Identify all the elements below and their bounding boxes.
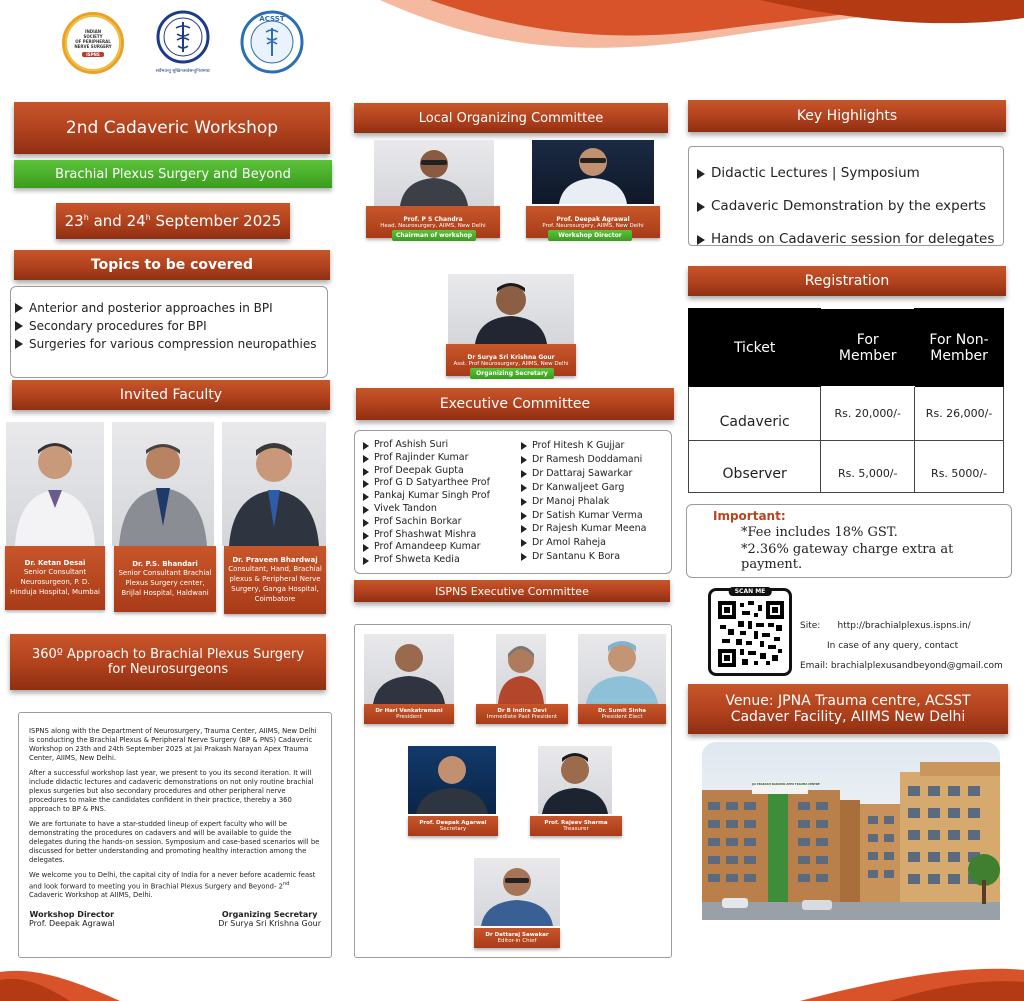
about-paragraph: We are fortunate to have a star-studded lineup of expert faculty who will be demonstrating the procedures on cadavers and will be available to guide the delegates during the hands-on session. Symposium and case-based scenarios will be discussed for better understanding and promoting healthy interaction among the delegates. [29, 820, 320, 864]
member-caption [530, 816, 622, 836]
list-item [363, 516, 521, 529]
executive-committee-banner [356, 388, 674, 420]
important-label: Important: [713, 509, 786, 523]
arrow-bullet-icon [363, 544, 369, 552]
table-header-cell: For Non-Member [915, 309, 1004, 387]
topics-box [10, 286, 328, 378]
table-header-row [689, 309, 1004, 387]
arrow-bullet-icon [697, 169, 705, 179]
aiims-logo [152, 10, 214, 72]
list-item [363, 490, 521, 503]
table-cell: Rs. 5000/- [915, 441, 1004, 493]
member-role: Head, Neurosurgery, AIIMS, New Delhi [380, 222, 486, 229]
member-name: Dr B Indira Devi [497, 708, 547, 714]
committee-member-name: Dr Santanu K Bora [532, 551, 621, 563]
caduceus-icon [152, 10, 214, 64]
invited-faculty-heading: Invited Faculty [119, 387, 223, 403]
list-item [521, 509, 671, 523]
list-item [363, 554, 521, 567]
list-item [363, 503, 521, 516]
ispns-logo-line: INDIAN [84, 29, 102, 34]
member-tag: Organizing Secretary [470, 368, 554, 379]
registration-banner [688, 266, 1006, 296]
site-row [800, 616, 1020, 636]
bottom-swoosh-decoration [0, 960, 1024, 1001]
member-name: Prof. Deepak Agrawal [556, 215, 630, 223]
member-caption [364, 704, 454, 724]
faculty-name: Dr. Ketan Desai [24, 559, 86, 567]
about-paragraph: After a successful workshop last year, we present to you its second iteration. It will include didactic lectures and cadaveric demonstrations on not only routine brachial plexus surgeries but also secondary procedures and other peripheral nerve procedures to make the candidates confident in their practice, thereby a 360 approach to BP & PNS. [29, 769, 314, 813]
faculty-photo [222, 422, 326, 546]
member-caption [408, 816, 498, 836]
member-role: Prof. Neurosurgery, AIIMS, New Delhi [542, 222, 644, 229]
list-item [15, 335, 327, 353]
member-photo [496, 634, 546, 704]
faculty-name: Dr. Praveen Bhardwaj [232, 556, 318, 564]
person-silhouette-icon [410, 746, 494, 814]
committee-member-name: Prof Shweta Kedia [374, 554, 460, 566]
faculty-name: Dr. P.S. Bhandari [132, 560, 198, 568]
committee-member-name: Prof Amandeep Kumar [374, 541, 481, 553]
list-item [697, 157, 1003, 190]
faculty-role: Senior Consultant Brachial Plexus Surgery center, Brijlal Hospital, Haldwani [118, 569, 212, 597]
committee-member-name: Prof Rajinder Kumar [374, 451, 469, 463]
member-role: Asst. Prof Neurosurgery, AIIMS, New Delhi [453, 360, 569, 367]
person-silhouette-icon [496, 634, 546, 704]
person-silhouette-icon [475, 858, 559, 926]
important-note: *Fee includes 18% GST. [741, 525, 898, 540]
member-name: Dr Surya Sri Krishna Gour [467, 353, 555, 361]
member-photo [538, 746, 612, 814]
signature-block [29, 910, 115, 928]
arrow-bullet-icon [15, 303, 23, 313]
site-link[interactable]: http://brachialplexus.ispns.in/ [837, 621, 971, 631]
arrow-bullet-icon [521, 525, 527, 533]
faculty-caption [224, 546, 326, 614]
table-row [689, 441, 1004, 493]
workshop-subtitle: Brachial Plexus Surgery and Beyond [55, 166, 291, 182]
arrow-bullet-icon [363, 442, 369, 450]
committee-member-name: Dr Satish Kumar Verma [532, 509, 643, 521]
topic-text: Anterior and posterior approaches in BPI [29, 301, 273, 315]
date-banner [56, 203, 290, 239]
person-silhouette-icon [580, 634, 664, 704]
arrow-bullet-icon [521, 553, 527, 561]
date-rest: September 2025 [150, 212, 282, 230]
member-role: President [396, 714, 422, 720]
signature-row [29, 910, 321, 928]
approach-heading-line-2: for Neurosurgeons [107, 662, 229, 677]
building-illustration [702, 742, 1000, 920]
key-highlights-heading: Key Highlights [796, 108, 898, 124]
member-name: Prof. Rajeev Sharma [544, 820, 608, 826]
table-cell: Rs. 20,000/- [821, 387, 915, 441]
member-photo [374, 140, 494, 206]
person-silhouette-icon [553, 140, 633, 204]
committee-member-name: Vivek Tandon [374, 502, 437, 514]
committee-member-name: Dr Dattaraj Sawarkar [532, 467, 633, 479]
topic-text: Secondary procedures for BPI [29, 319, 207, 333]
member-name: Dr. Sumit Sinha [598, 708, 646, 714]
arrow-bullet-icon [521, 442, 527, 450]
person-silhouette-icon [225, 428, 323, 546]
table-cell: Rs. 5,000/- [821, 441, 915, 493]
committee-member-name: Prof Ashish Suri [374, 439, 449, 450]
venue-line-2: Cadaver Facility, AIIMS New Delhi [730, 709, 966, 725]
committee-member-name: Prof Hitesh K Gujjar [532, 440, 625, 451]
list-item [521, 522, 671, 536]
signature-block [218, 910, 321, 928]
ispns-committee-heading: ISPNS Executive Committee [435, 584, 589, 598]
topics-heading-banner [14, 250, 330, 280]
registration-table [688, 308, 1004, 493]
table-cell: Cadaveric [689, 387, 821, 441]
member-role: Treasurer [563, 826, 589, 832]
list-item [521, 467, 671, 481]
table-cell: Observer [689, 441, 821, 493]
table-row [689, 387, 1004, 441]
list-item [363, 477, 521, 490]
list-item [363, 465, 521, 478]
arrow-bullet-icon [363, 532, 369, 540]
person-silhouette-icon [469, 274, 553, 344]
list-item [15, 317, 327, 335]
arrow-bullet-icon [697, 235, 705, 245]
venue-line-1: Venue: JPNA Trauma centre, ACSST [725, 693, 971, 709]
member-role: Immediate Past President [486, 714, 558, 720]
important-notes-box [686, 504, 1012, 578]
arrow-bullet-icon [363, 519, 369, 527]
member-photo [532, 140, 654, 204]
list-item [697, 223, 1003, 256]
list-item [521, 481, 671, 495]
list-item [697, 190, 1003, 223]
faculty-photo [112, 422, 214, 546]
faculty-role: Senior Consultant Neurosurgeon, P. D. Hinduja Hospital, Mumbai [10, 568, 100, 596]
key-highlights-box [688, 146, 1004, 246]
arrow-bullet-icon [363, 557, 369, 565]
arrow-bullet-icon [15, 339, 23, 349]
list-item [363, 452, 521, 465]
topics-heading: Topics to be covered [90, 257, 254, 273]
member-photo [578, 634, 666, 704]
email-row [800, 656, 1020, 676]
table-cell: Rs. 26,000/- [915, 387, 1004, 441]
invited-faculty-banner [12, 380, 330, 410]
person-silhouette-icon [10, 428, 100, 546]
member-role: Editor-in Chief [497, 938, 537, 944]
list-item [363, 439, 521, 452]
committee-member-name: Prof G D Satyarthee Prof [374, 477, 490, 489]
venue-banner [688, 684, 1008, 734]
member-name: Dr Hari Venkatramani [375, 708, 443, 714]
venue-building-image [702, 742, 1000, 920]
arrow-bullet-icon [521, 498, 527, 506]
member-role: President Elect [601, 714, 643, 720]
highlight-text: Hands on Cadaveric session for delegates [711, 231, 995, 247]
ispns-logo [62, 12, 124, 74]
local-committee-banner [354, 103, 668, 133]
aiims-motto: सर्वेभवन्तु सुखिनःसर्वसन्तुनिरामयाः [155, 69, 211, 74]
committee-member-name: Prof Shashwat Mishra [374, 528, 477, 540]
list-item [363, 541, 521, 554]
member-caption [476, 704, 568, 724]
ispns-logo-line: OF PERIPHERAL [75, 39, 111, 44]
person-silhouette-icon [115, 428, 211, 546]
member-name: Prof. Deepak Agarwal [419, 820, 487, 826]
member-role: Secretary [439, 826, 467, 832]
contact-block [800, 616, 1020, 676]
faculty-caption [5, 546, 105, 610]
executive-committee-box [354, 430, 672, 574]
ispns-logo-line: SOCIETY [83, 34, 103, 39]
person-silhouette-icon [367, 634, 451, 704]
faculty-photo [6, 422, 104, 546]
arrow-bullet-icon [521, 470, 527, 478]
list-item [521, 495, 671, 509]
registration-heading: Registration [804, 273, 890, 289]
member-tag: Workshop Director [548, 230, 632, 241]
committee-member-name: Dr Amol Raheja [532, 537, 607, 549]
member-photo [448, 274, 574, 344]
ispns-logo-ribbon: ISPNS [82, 52, 104, 57]
arrow-bullet-icon [697, 202, 705, 212]
highlight-text: Didactic Lectures | Symposium [711, 165, 920, 181]
committee-member-name: Prof Sachin Borkar [374, 515, 462, 527]
list-item [521, 453, 671, 467]
arrow-bullet-icon [363, 506, 369, 514]
member-photo [474, 858, 560, 926]
list-item [15, 299, 327, 317]
list-item [521, 439, 671, 453]
key-highlights-banner [688, 100, 1006, 132]
qr-code-icon [718, 601, 784, 667]
member-name: Prof. P S Chandra [403, 215, 463, 223]
query-text: In case of any query, contact [827, 641, 959, 651]
ispns-committee-banner [354, 580, 670, 602]
acsst-logo-text: ACSST [259, 15, 285, 23]
site-label: Site: [800, 621, 821, 631]
about-paragraph [29, 871, 321, 900]
committee-member-name: Dr Rajesh Kumar Meena [532, 523, 647, 535]
workshop-date [65, 212, 282, 230]
date-day-1: 23 [64, 212, 84, 230]
scan-me-label: SCAN ME [729, 587, 772, 596]
person-silhouette-icon [394, 140, 474, 206]
executive-committee-heading: Executive Committee [439, 396, 591, 412]
approach-heading-line-1: 360º Approach to Brachial Plexus Surgery [31, 647, 305, 662]
signature-name: Prof. Deepak Agrawal [29, 919, 115, 929]
local-committee-heading: Local Organizing Committee [418, 110, 604, 126]
qr-code-block[interactable] [708, 588, 792, 676]
arrow-bullet-icon [363, 468, 369, 476]
faculty-role: Consultant, Hand, Brachial plexus & Peripheral Nerve Surgery, Ganga Hospital, Coimbatore [228, 565, 322, 603]
date-sup-1: h [83, 213, 89, 222]
about-text-box [18, 712, 332, 958]
faculty-caption [114, 546, 216, 612]
subtitle-banner [14, 160, 332, 188]
committee-member-name: Pankaj Kumar Singh Prof [374, 490, 490, 502]
arrow-bullet-icon [521, 484, 527, 492]
member-caption [474, 928, 560, 948]
highlight-text: Cadaveric Demonstration by the experts [711, 198, 986, 214]
committee-member-name: Dr Kanwaljeet Garg [532, 481, 625, 493]
date-mid: and 24 [88, 212, 146, 230]
arrow-bullet-icon [15, 321, 23, 331]
approach-banner [10, 634, 326, 690]
person-silhouette-icon [538, 746, 612, 814]
acsst-logo [240, 10, 304, 74]
committee-member-name: Dr Manoj Phalak [532, 495, 610, 507]
arrow-bullet-icon [521, 512, 527, 520]
ispns-logo-line: NERVE SURGERY [74, 44, 112, 49]
member-photo [408, 746, 496, 814]
executive-list-col1 [363, 439, 521, 573]
email-label: Email: [800, 661, 829, 671]
workshop-title-banner [14, 102, 330, 154]
arrow-bullet-icon [363, 455, 369, 463]
about-paragraph-tail: Cadaveric Workshop at AIIMS, Delhi. [29, 891, 153, 900]
member-caption [578, 704, 666, 724]
member-tag: Chairman of workshop [392, 230, 476, 241]
email-link[interactable]: brachialplexusandbeyond@gmail.com [830, 661, 1003, 671]
executive-list-col2 [521, 439, 671, 573]
list-item [521, 550, 671, 564]
list-item [521, 536, 671, 550]
member-photo [364, 634, 454, 704]
important-note: *2.36% gateway charge extra at payment. [741, 542, 954, 572]
signature-title: Organizing Secretary [221, 910, 318, 920]
list-item [363, 529, 521, 542]
table-header-cell: For Member [821, 309, 915, 387]
building-sign: JAI PRAKASH NARAYAN APEX TRAUMA CENTRE [752, 783, 820, 786]
signature-title: Workshop Director [29, 910, 115, 920]
date-sup-2: h [145, 213, 151, 222]
signature-name: Dr Surya Sri Krishna Gour [218, 919, 321, 929]
arrow-bullet-icon [363, 493, 369, 501]
committee-member-name: Prof Deepak Gupta [374, 464, 464, 476]
committee-member-name: Dr Ramesh Doddamani [532, 453, 643, 465]
member-name: Dr Dattaraj Sawakar [485, 932, 549, 938]
arrow-bullet-icon [521, 539, 527, 547]
arrow-bullet-icon [521, 456, 527, 464]
about-paragraph: ISPNS along with the Department of Neurosurgery, Trauma Center, AIIMS, New Delhi is conducting the Brachial Plexus & Peripheral Nerve Surgery (BP & PNS) Cadaveric Workshop on 23th and 24th September 2025 at Jai Prakash Narayan Apex Trauma Center, AIIMS, New Delhi. [29, 727, 317, 762]
table-header-cell: Ticket [689, 309, 821, 387]
topic-text: Surgeries for various compression neuropathies [29, 337, 317, 351]
arrow-bullet-icon [363, 480, 369, 488]
about-paragraph-sup: nd [282, 881, 290, 887]
workshop-title: 2nd Cadaveric Workshop [65, 118, 279, 138]
about-paragraph-text: We welcome you to Delhi, the capital city of India for a never before academic feast and look forward to meeting you in Brachial Plexus Surgery and Beyond- 2 [29, 871, 316, 891]
